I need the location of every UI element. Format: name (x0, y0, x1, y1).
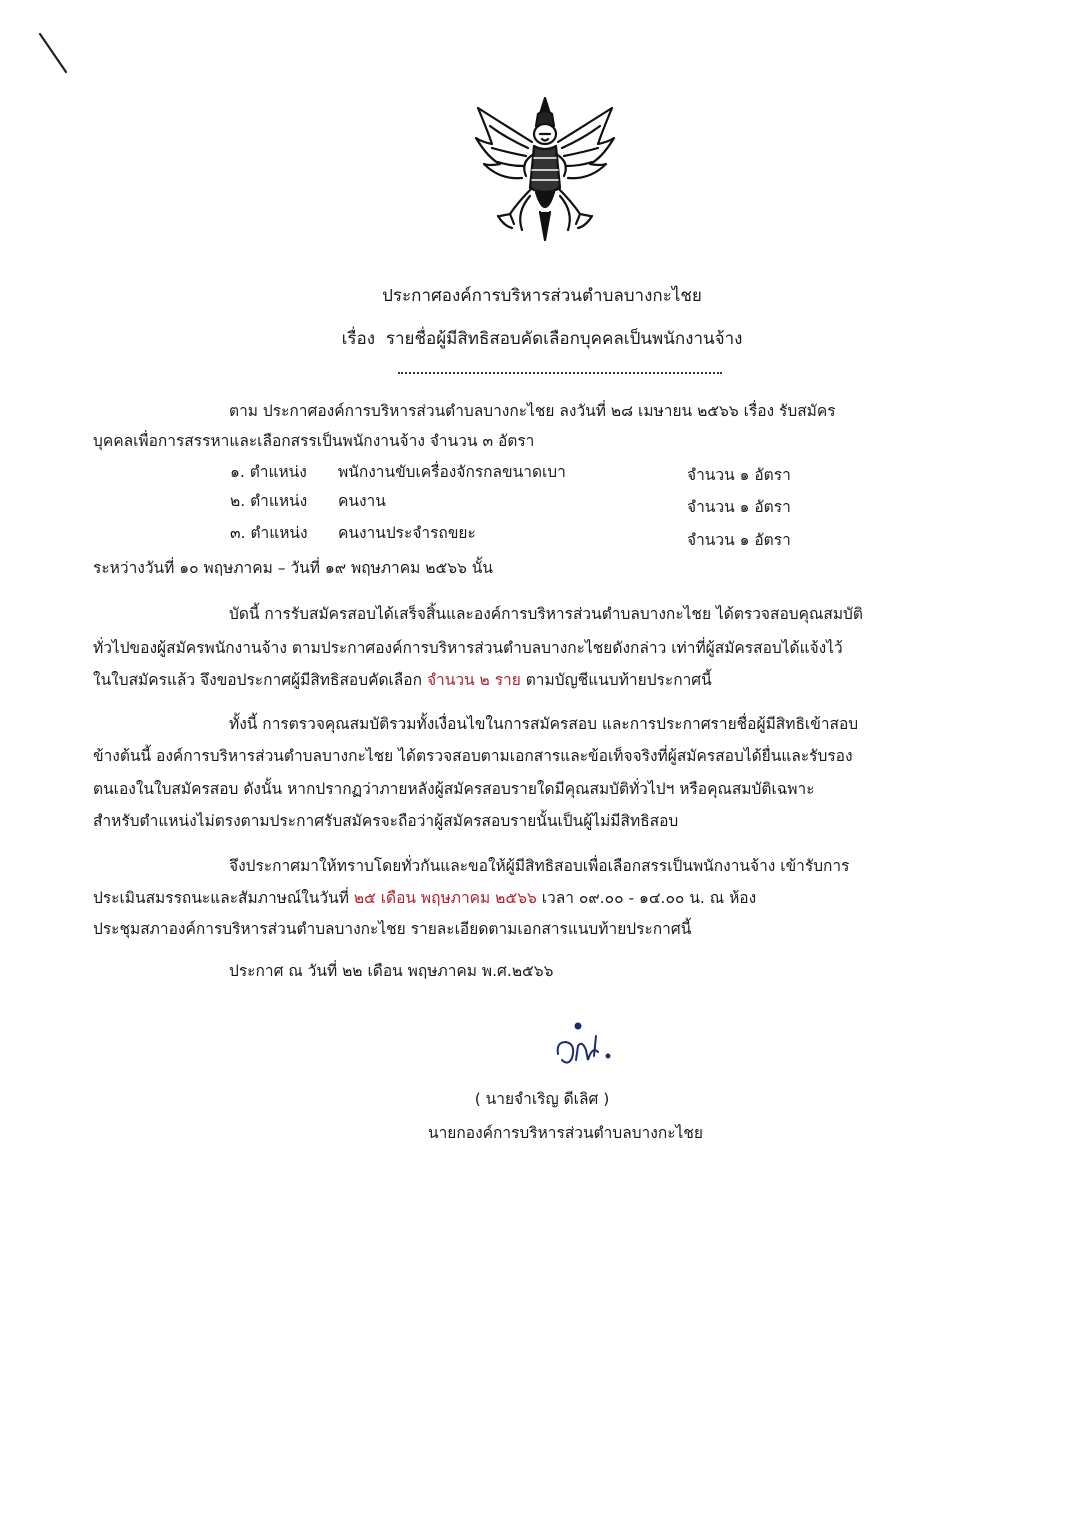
position-2-count: จำนวน ๑ อัตรา (687, 498, 791, 516)
position-1-number: ๑. ตำแหน่ง (230, 463, 307, 481)
subject-text: รายชื่อผู้มีสิทธิสอบคัดเลือกบุคคลเป็นพนักงานจ้าง (385, 329, 743, 349)
announcement-date: ประกาศ ณ วันที่ ๒๒ เดือน พฤษภาคม พ.ศ.๒๕๖๖ (229, 962, 554, 980)
handwritten-signature-icon (548, 1016, 618, 1076)
pen-stroke-mark (36, 30, 76, 80)
position-3-count: จำนวน ๑ อัตรา (687, 531, 791, 549)
signatory-name: ( นายจำเริญ ดีเลิศ ) (474, 1090, 610, 1108)
para3-line-1: จึงประกาศมาให้ทราบโดยทั่วกันและขอให้ผู้มีสิทธิสอบเพื่อเลือกสรรเป็นพนักงานจ้าง เข้ารับการ (229, 857, 850, 875)
para3-text-a: ประเมินสมรรถนะและสัมภาษณ์ในวันที่ (93, 889, 354, 907)
position-1-count: จำนวน ๑ อัตรา (687, 466, 791, 484)
position-3-title: คนงานประจำรถขยะ (338, 524, 476, 542)
para2-line-3: ตนเองในใบสมัครสอบ ดังนั้น หากปรากฏว่าภายหลังผู้สมัครสอบรายใดมีคุณสมบัติทั่วไปฯ หรือคุณสมบัติเฉพาะ (93, 780, 815, 798)
intro-line-2: บุคคลเพื่อการสรรหาและเลือกสรรเป็นพนักงานจ้าง จำนวน ๓ อัตรา (93, 432, 535, 450)
candidate-count-highlight: จำนวน ๒ ราย (426, 671, 521, 689)
garuda-emblem-icon (470, 92, 620, 247)
position-2-number: ๒. ตำแหน่ง (230, 492, 308, 510)
position-1-title: พนักงานขับเครื่องจักรกลขนาดเบา (338, 463, 566, 481)
intro-line-1: ตาม ประกาศองค์การบริหารส่วนตำบลบางกะไชย ลงวันที่ ๒๘ เมษายน ๒๕๖๖ เรื่อง รับสมัคร (229, 402, 836, 420)
subject-label: เรื่อง (341, 329, 376, 349)
para1-line-1: บัดนี้ การรับสมัครสอบได้เสร็จสิ้นและองค์การบริหารส่วนตำบลบางกะไชย ได้ตรวจสอบคุณสมบัติ (229, 605, 863, 623)
para2-line-4: สำหรับตำแหน่งไม่ตรงตามประกาศรับสมัครจะถือว่าผู้สมัครสอบรายนั้นเป็นผู้ไม่มีสิทธิสอบ (93, 812, 679, 830)
position-2-title: คนงาน (338, 492, 386, 510)
interview-date-highlight: ๒๕ เดือน พฤษภาคม ๒๕๖๖ (353, 889, 537, 907)
para1-text-b: ตามบัญชีแนบท้ายประกาศนี้ (520, 671, 712, 689)
para1-line-2: ทั่วไปของผู้สมัครพนักงานจ้าง ตามประกาศองค์การบริหารส่วนตำบลบางกะไชยดังกล่าว เท่าที่ผู้สมัครสอบได้แจ้งไว้ (93, 639, 843, 657)
para2-line-2: ข้างต้นนี้ องค์การบริหารส่วนตำบลบางกะไชย ได้ตรวจสอบตามเอกสารและข้อเท็จจริงที่ผู้สมัครสอบได้ยื่นและรับรอง (93, 747, 853, 765)
application-period: ระหว่างวันที่ ๑๐ พฤษภาคม – วันที่ ๑๙ พฤษภาคม ๒๕๖๖ นั้น (93, 559, 494, 577)
dotted-divider (398, 372, 722, 374)
announcement-title: ประกาศองค์การบริหารส่วนตำบลบางกะไชย (382, 286, 702, 306)
position-3-number: ๓. ตำแหน่ง (230, 524, 308, 542)
para3-line-3: ประชุมสภาองค์การบริหารส่วนตำบลบางกะไชย รายละเอียดตามเอกสารแนบท้ายประกาศนี้ (93, 920, 692, 938)
para1-line-3 (93, 669, 712, 691)
announcement-subject (0, 327, 1084, 351)
para1-text-a: ในใบสมัครแล้ว จึงขอประกาศผู้มีสิทธิสอบคัดเลือก (93, 671, 427, 689)
para2-line-1: ทั้งนี้ การตรวจคุณสมบัติรวมทั้งเงื่อนไขในการสมัครสอบ และการประกาศรายชื่อผู้มีสิทธิเข้าสอบ (229, 715, 859, 733)
signatory-title: นายกองค์การบริหารส่วนตำบลบางกะไชย (428, 1124, 703, 1142)
para3-line-2 (93, 887, 756, 909)
para3-text-b: เวลา ๐๙.๐๐ - ๑๔.๐๐ น. ณ ห้อง (536, 889, 757, 907)
